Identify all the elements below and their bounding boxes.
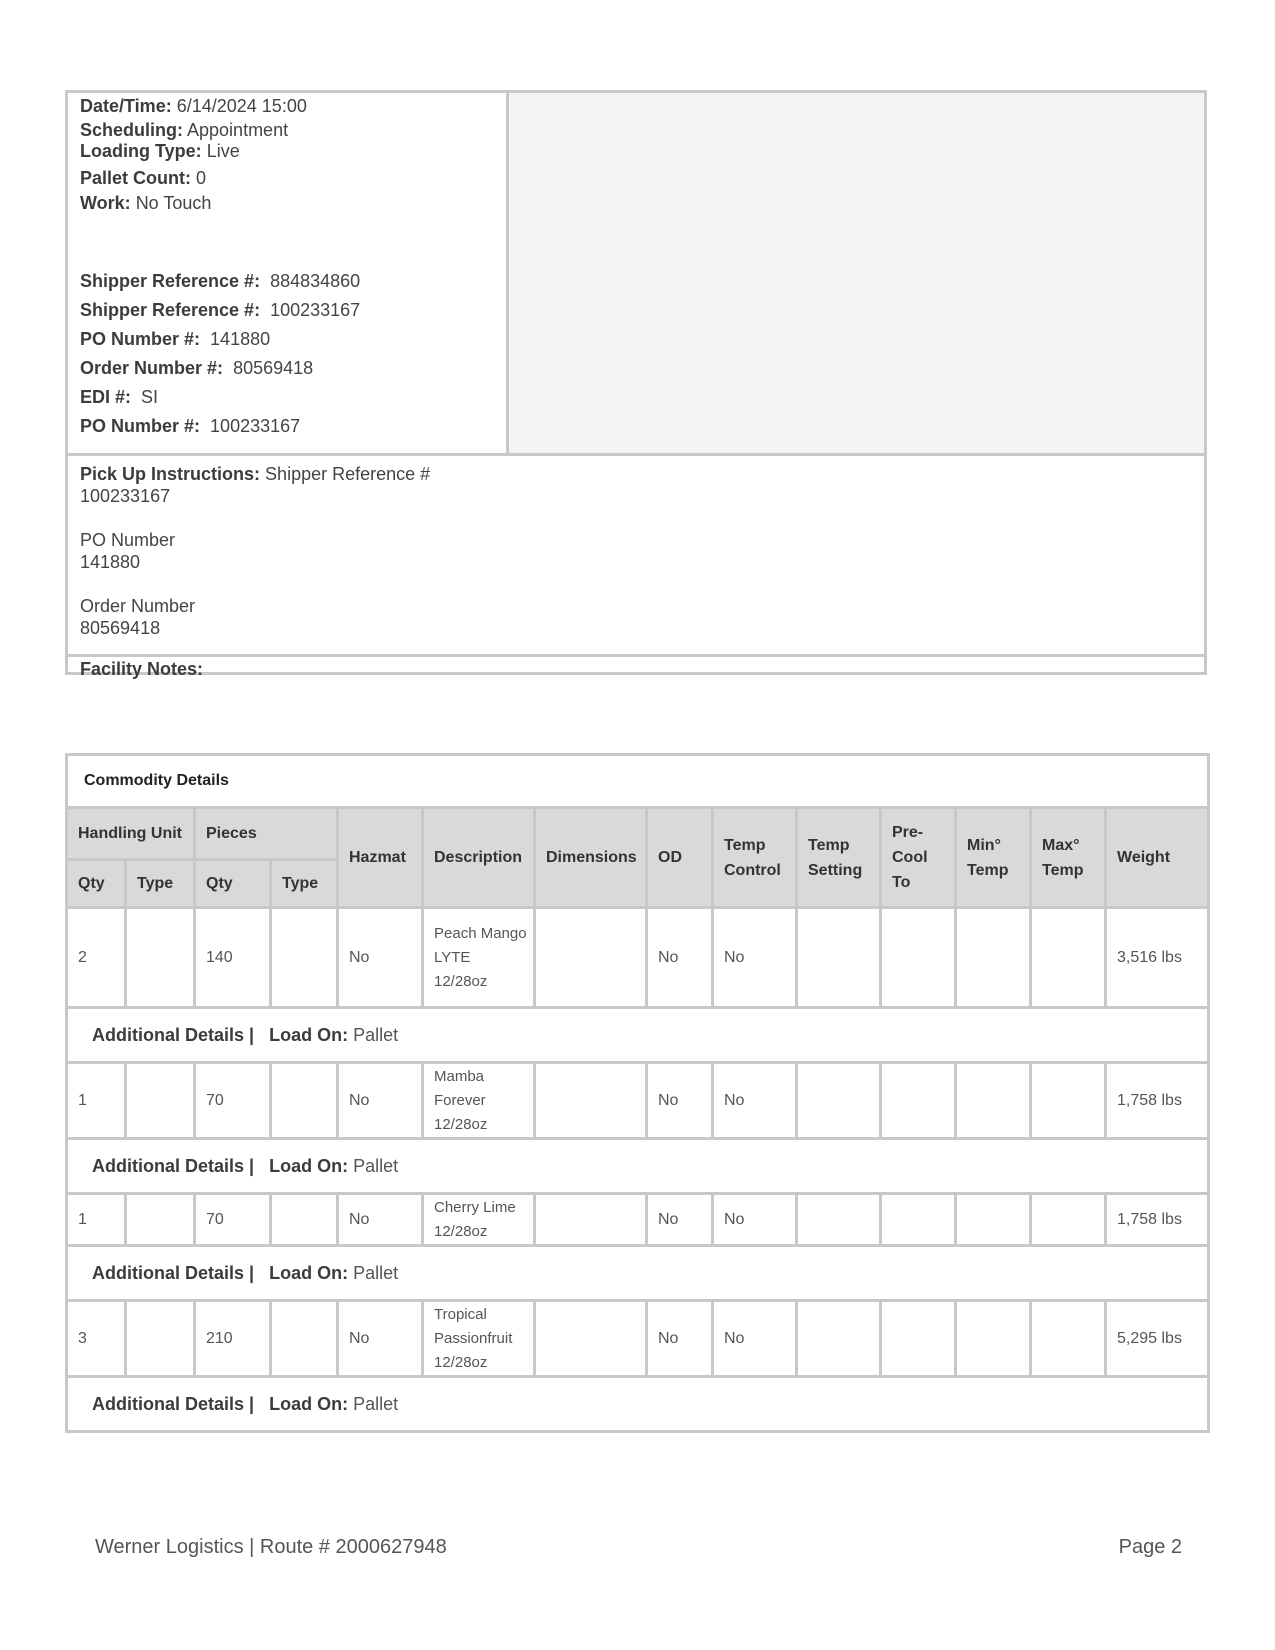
scheduling-label: Scheduling:	[80, 120, 183, 140]
max-temp-cell	[1031, 1194, 1106, 1246]
footer-route: Werner Logistics | Route # 2000627948	[95, 1536, 447, 1558]
additional-details-label: Additional Details |	[92, 1393, 255, 1414]
hazmat-cell: No	[338, 908, 423, 1008]
facility-notes-label: Facility Notes:	[80, 659, 204, 679]
facility-notes-section	[68, 654, 1204, 679]
load-on-value: Pallet	[353, 1262, 399, 1283]
reference-field	[80, 386, 158, 408]
hu-type-cell	[126, 1063, 195, 1139]
datetime-label: Date/Time:	[80, 96, 172, 116]
hu-type-cell	[126, 908, 195, 1008]
loading-type-label: Loading Type:	[80, 141, 202, 161]
reference-value: 884834860	[270, 271, 361, 291]
temp-control-cell: No	[713, 1194, 797, 1246]
commodity-details-title: Commodity Details	[67, 755, 1209, 808]
pallet-count-field	[80, 167, 206, 189]
description-cell: Tropical Passionfruit 12/28oz	[423, 1301, 535, 1377]
header-hu-type: Type	[126, 860, 195, 908]
additional-details-cell	[67, 1377, 1209, 1432]
weight-cell: 1,758 lbs	[1106, 1063, 1209, 1139]
additional-details-row	[67, 1377, 1209, 1432]
commodity-row	[67, 1063, 1209, 1139]
load-on-label: Load On:	[269, 1393, 349, 1414]
reference-value: 80569418	[233, 358, 314, 378]
hu-type-cell	[126, 1194, 195, 1246]
hu-qty-cell: 1	[67, 1063, 126, 1139]
pre-cool-cell	[881, 1063, 956, 1139]
max-temp-cell	[1031, 1301, 1106, 1377]
pc-qty-cell: 140	[195, 908, 271, 1008]
temp-control-cell: No	[713, 1063, 797, 1139]
additional-details-cell	[67, 1008, 1209, 1063]
additional-details-row	[67, 1246, 1209, 1301]
hu-qty-cell: 2	[67, 908, 126, 1008]
additional-details-row	[67, 1008, 1209, 1063]
additional-details-label: Additional Details |	[92, 1262, 255, 1283]
od-cell: No	[647, 1301, 713, 1377]
header-pc-qty: Qty	[195, 860, 271, 908]
load-on-label: Load On:	[269, 1024, 349, 1045]
reference-label: Shipper Reference #:	[80, 271, 261, 291]
work-label: Work:	[80, 193, 131, 213]
additional-details-label: Additional Details |	[92, 1155, 255, 1176]
reference-value: 100233167	[270, 300, 361, 320]
header-min-temp: Min° Temp	[956, 808, 1031, 908]
pc-type-cell	[271, 1063, 338, 1139]
pallet-count-label: Pallet Count:	[80, 168, 191, 188]
reference-field	[80, 328, 270, 350]
scheduling-field	[80, 119, 288, 141]
max-temp-cell	[1031, 1063, 1106, 1139]
commodity-rows	[67, 908, 1209, 1432]
datetime-field	[80, 95, 307, 117]
load-on-value: Pallet	[353, 1393, 399, 1414]
hu-qty-cell: 3	[67, 1301, 126, 1377]
load-on-value: Pallet	[353, 1155, 399, 1176]
header-pc-type: Type	[271, 860, 338, 908]
reference-label: Shipper Reference #:	[80, 300, 261, 320]
hazmat-cell: No	[338, 1194, 423, 1246]
description-cell: Peach Mango LYTE 12/28oz	[423, 908, 535, 1008]
hazmat-cell: No	[338, 1301, 423, 1377]
shipment-info-box	[65, 90, 1207, 679]
load-on-value: Pallet	[353, 1024, 399, 1045]
pre-cool-cell	[881, 1194, 956, 1246]
pallet-count-value: 0	[196, 168, 207, 188]
od-cell: No	[647, 1063, 713, 1139]
min-temp-cell	[956, 1194, 1031, 1246]
min-temp-cell	[956, 1063, 1031, 1139]
reference-value: 141880	[210, 329, 271, 349]
reference-field	[80, 270, 360, 292]
dimensions-cell	[535, 1063, 647, 1139]
pickup-instructions-text: Shipper Reference # 100233167 PO Number 141880 Order Number 80569418	[80, 464, 431, 638]
pc-qty-cell: 70	[195, 1063, 271, 1139]
header-temp-setting: Temp Setting	[797, 808, 881, 908]
commodity-details-table	[65, 753, 1210, 1433]
pc-type-cell	[271, 1194, 338, 1246]
reference-value: SI	[141, 387, 159, 407]
pickup-instructions-section	[68, 453, 1204, 654]
temp-control-cell: No	[713, 908, 797, 1008]
header-hazmat: Hazmat	[338, 808, 423, 908]
commodity-row	[67, 1301, 1209, 1377]
pc-type-cell	[271, 908, 338, 1008]
reference-label: PO Number #:	[80, 416, 201, 436]
blank-panel	[509, 93, 1204, 453]
header-dimensions: Dimensions	[535, 808, 647, 908]
header-pieces: Pieces	[195, 808, 338, 860]
work-field	[80, 192, 211, 214]
dimensions-cell	[535, 1194, 647, 1246]
header-temp-control: Temp Control	[713, 808, 797, 908]
commodity-row	[67, 908, 1209, 1008]
work-value: No Touch	[135, 193, 212, 213]
max-temp-cell	[1031, 908, 1106, 1008]
reference-value: 100233167	[210, 416, 301, 436]
header-pre-cool-to: Pre-Cool To	[881, 808, 956, 908]
temp-setting-cell	[797, 1063, 881, 1139]
additional-details-label: Additional Details |	[92, 1024, 255, 1045]
reference-label: PO Number #:	[80, 329, 201, 349]
reference-field	[80, 299, 360, 321]
additional-details-cell	[67, 1246, 1209, 1301]
header-max-temp: Max° Temp	[1031, 808, 1106, 908]
reference-label: Order Number #:	[80, 358, 224, 378]
header-description: Description	[423, 808, 535, 908]
temp-control-cell: No	[713, 1301, 797, 1377]
hazmat-cell: No	[338, 1063, 423, 1139]
scheduling-value: Appointment	[187, 120, 289, 140]
pre-cool-cell	[881, 908, 956, 1008]
weight-cell: 3,516 lbs	[1106, 908, 1209, 1008]
reference-field	[80, 357, 313, 379]
dimensions-cell	[535, 908, 647, 1008]
footer-page-number: Page 2	[1118, 1536, 1182, 1558]
hu-type-cell	[126, 1301, 195, 1377]
min-temp-cell	[956, 908, 1031, 1008]
header-hu-qty: Qty	[67, 860, 126, 908]
pc-type-cell	[271, 1301, 338, 1377]
weight-cell: 5,295 lbs	[1106, 1301, 1209, 1377]
pc-qty-cell: 70	[195, 1194, 271, 1246]
od-cell: No	[647, 1194, 713, 1246]
datetime-value: 6/14/2024 15:00	[176, 96, 307, 116]
hu-qty-cell: 1	[67, 1194, 126, 1246]
reference-field	[80, 415, 300, 437]
reference-label: EDI #:	[80, 387, 132, 407]
dimensions-cell	[535, 1301, 647, 1377]
commodity-row	[67, 1194, 1209, 1246]
shipment-details-panel	[68, 93, 509, 453]
pc-qty-cell: 210	[195, 1301, 271, 1377]
od-cell: No	[647, 908, 713, 1008]
temp-setting-cell	[797, 1194, 881, 1246]
header-handling-unit: Handling Unit	[67, 808, 195, 860]
pre-cool-cell	[881, 1301, 956, 1377]
temp-setting-cell	[797, 908, 881, 1008]
additional-details-cell	[67, 1139, 1209, 1194]
header-weight: Weight	[1106, 808, 1209, 908]
loading-type-field	[80, 140, 240, 162]
loading-type-value: Live	[206, 141, 240, 161]
pickup-instructions-label: Pick Up Instructions:	[80, 464, 261, 484]
header-od: OD	[647, 808, 713, 908]
load-on-label: Load On:	[269, 1155, 349, 1176]
weight-cell: 1,758 lbs	[1106, 1194, 1209, 1246]
load-on-label: Load On:	[269, 1262, 349, 1283]
min-temp-cell	[956, 1301, 1031, 1377]
description-cell: Mamba Forever 12/28oz	[423, 1063, 535, 1139]
temp-setting-cell	[797, 1301, 881, 1377]
description-cell: Cherry Lime 12/28oz	[423, 1194, 535, 1246]
additional-details-row	[67, 1139, 1209, 1194]
